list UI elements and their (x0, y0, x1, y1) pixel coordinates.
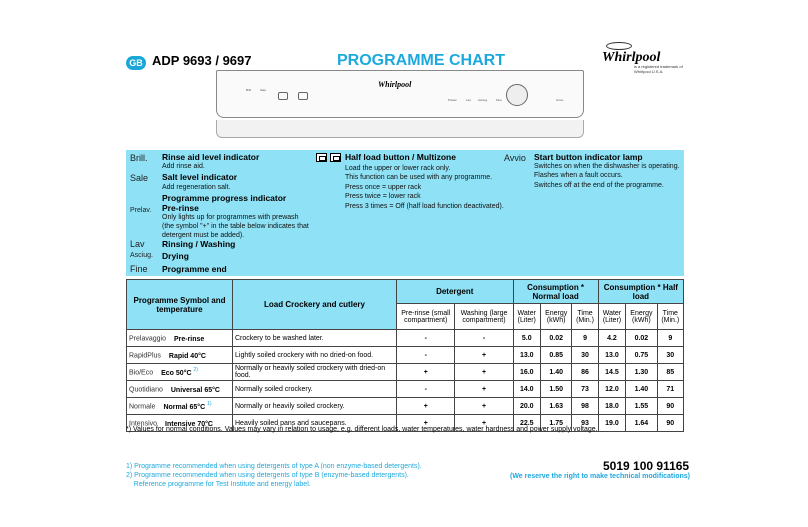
panel-button-icon (298, 92, 308, 100)
subheader-washing: Washing (large compartment) (455, 304, 513, 330)
value-cell: 0.75 (626, 347, 657, 364)
sale-heading: Salt level indicator (162, 172, 238, 182)
value-cell: 1.75 (541, 415, 572, 432)
value-cell: + (455, 398, 513, 415)
half-load-line: Press once = upper rack (345, 184, 422, 191)
value-cell: 93 (572, 415, 598, 432)
table-row (127, 364, 684, 381)
value-cell: 4.2 (598, 330, 626, 347)
prelav-text: Only lights up for programmes with prewash (the symbol "+" in the table below indicates that detergent must be added). (162, 214, 309, 239)
logo-swirl-icon (606, 42, 632, 50)
panel-label: Prelav. (448, 98, 458, 102)
value-cell: 0.85 (541, 347, 572, 364)
fine-heading: Programme end (162, 264, 227, 274)
subheader-water: Water (Liter) (598, 304, 626, 330)
subheader-water: Water (Liter) (513, 304, 541, 330)
reserve-notice: (We reserve the right to make technical modifications) (510, 473, 690, 480)
start-line: Switches on when the dishwasher is operating. (534, 163, 680, 170)
page-title: PROGRAMME CHART (337, 52, 505, 69)
value-cell: 1.40 (626, 381, 657, 398)
load-cell: Normally or heavily soiled crockery with dried-on food. (233, 364, 397, 381)
panel-label: Brill. (246, 88, 252, 92)
value-cell: + (455, 381, 513, 398)
footnote: *) Values for normal conditions. Values may vary in relation to usage, e.g. different loads, water temperatures, water hardness and power supply voltage. (126, 426, 598, 433)
programme-table (126, 279, 684, 432)
value-cell: + (455, 364, 513, 381)
lav-heading: Rinsing / Washing (162, 239, 236, 249)
panel-label: Fine (496, 98, 502, 102)
prelav-symbol: Prelav. (130, 207, 152, 214)
value-cell: 14.0 (513, 381, 541, 398)
header-programme: Programme Symbol and temperature (127, 280, 233, 330)
panel-label: Asciug. (478, 98, 488, 102)
value-cell: + (455, 347, 513, 364)
model-number: ADP 9693 / 9697 (152, 53, 252, 68)
load-cell: Normally soiled crockery. (233, 381, 397, 398)
value-cell: 98 (572, 398, 598, 415)
load-cell: Lightly soiled crockery with no dried-on food. (233, 347, 397, 364)
value-cell: 5.0 (513, 330, 541, 347)
value-cell: 0.02 (626, 330, 657, 347)
value-cell: 12.0 (598, 381, 626, 398)
note-line: 2) Programme recommended when using detergents of type B (enzyme-based detergents). (126, 472, 409, 479)
subheader-prerinse: Pre-rinse (small compartment) (397, 304, 455, 330)
load-cell: Heavily soiled pans and saucepans. (233, 415, 397, 432)
start-heading: Start button indicator lamp (534, 152, 643, 162)
programme-name: Rapid 40°C (168, 352, 206, 360)
country-badge: GB (126, 56, 146, 70)
programme-note: 1) (207, 401, 212, 408)
logo-text: Whirlpool (602, 50, 661, 65)
panel-top (216, 70, 584, 118)
panel-label: Avvio (556, 98, 564, 102)
value-cell: 14.5 (598, 364, 626, 381)
note-line: 1) Programme recommended when using detergents of type A (non enzyme-based detergents). (126, 463, 422, 470)
panel-label: Lav. (466, 98, 472, 102)
value-cell: 73 (572, 381, 598, 398)
value-cell: 1.64 (626, 415, 657, 432)
value-cell: 1.40 (541, 364, 572, 381)
appliance-panel-illustration (216, 70, 584, 140)
panel-button-icon (278, 92, 288, 100)
subheader-time: Time (Min.) (657, 304, 683, 330)
programme-name: Universal 65°C (170, 386, 220, 394)
avvio-symbol: Avvio (504, 153, 526, 163)
sale-symbol: Sale (130, 173, 149, 183)
programme-symbol: Intensivo (129, 420, 158, 428)
value-cell: 30 (572, 347, 598, 364)
value-cell: 18.0 (598, 398, 626, 415)
programme-symbol: Bio/Eco (129, 369, 154, 377)
value-cell: + (455, 415, 513, 432)
panel-door (216, 120, 584, 138)
value-cell: + (397, 415, 455, 432)
table-row (127, 381, 684, 398)
programme-cell (127, 398, 233, 415)
panel-logo: Whirlpool (378, 80, 412, 89)
value-cell: - (455, 330, 513, 347)
programme-name: Pre-rinse (173, 335, 205, 343)
brill-symbol: Brill. (130, 153, 148, 163)
half-load-line: Press twice = lower rack (345, 193, 421, 200)
programme-symbol: Normale (129, 403, 156, 411)
document-code: 5019 100 91165 (603, 459, 690, 473)
table-row (127, 347, 684, 364)
programme-cell (127, 347, 233, 364)
panel-label: Sale (260, 88, 267, 92)
value-cell: 19.0 (598, 415, 626, 432)
value-cell: 20.0 (513, 398, 541, 415)
fine-symbol: Fine (130, 264, 148, 274)
note-line: Reference programme for Test Institute and energy label. (126, 481, 311, 488)
logo-trademark: is a registered trademark of Whirlpool U.S.A. (634, 64, 683, 74)
programme-cell (127, 364, 233, 381)
value-cell: + (397, 364, 455, 381)
subheader-time: Time (Min.) (572, 304, 598, 330)
half-load-line: Load the upper or lower rack only. (345, 165, 451, 172)
programme-symbol: RapidPlus (129, 352, 161, 360)
whirlpool-logo (600, 40, 690, 80)
programme-symbol: Quotidiano (129, 386, 163, 394)
indicator-info-panel (126, 150, 684, 276)
sale-text: Add regeneration salt. (162, 184, 231, 191)
detergent-notes (126, 462, 422, 489)
value-cell: 30 (657, 347, 683, 364)
programme-cell (127, 381, 233, 398)
progress-heading: Programme progress indicator (162, 193, 287, 203)
programme-knob-icon (506, 84, 528, 106)
brill-text: Add rinse aid. (162, 163, 205, 170)
value-cell: 13.0 (598, 347, 626, 364)
subheader-energy: Energy (kWh) (541, 304, 572, 330)
table-row (127, 330, 684, 347)
header-detergent: Detergent (397, 280, 514, 304)
table-row (127, 398, 684, 415)
value-cell: + (397, 398, 455, 415)
half-load-icon (316, 153, 327, 162)
value-cell: 1.55 (626, 398, 657, 415)
header-consumption-normal: Consumption * Normal load (513, 280, 598, 304)
half-load-line: Press 3 times = Off (half load function deactivated). (345, 203, 504, 210)
programme-cell (127, 330, 233, 347)
brill-heading: Rinse aid level indicator (162, 152, 260, 162)
load-cell: Normally or heavily soiled crockery. (233, 398, 397, 415)
header-load: Load Crockery and cutlery (233, 280, 397, 330)
asciug-heading: Drying (162, 251, 189, 261)
value-cell: - (397, 330, 455, 347)
programme-name: Intensive 70°C (165, 420, 213, 428)
programme-name: Normal 65°C (163, 403, 206, 411)
value-cell: 90 (657, 398, 683, 415)
value-cell: 1.30 (626, 364, 657, 381)
value-cell: 9 (572, 330, 598, 347)
half-load-heading: Half load button / Multizone (345, 152, 456, 162)
prelav-heading: Pre-rinse (162, 203, 199, 213)
half-load-icon (330, 153, 341, 162)
value-cell: 85 (657, 364, 683, 381)
value-cell: 22.5 (513, 415, 541, 432)
value-cell: 1.50 (541, 381, 572, 398)
value-cell: 90 (657, 415, 683, 432)
value-cell: 9 (657, 330, 683, 347)
value-cell: 1.63 (541, 398, 572, 415)
value-cell: - (397, 347, 455, 364)
value-cell: - (397, 381, 455, 398)
start-line: Flashes when a fault occurs. (534, 172, 623, 179)
programme-symbol: Prelavaggio (129, 335, 166, 343)
start-line: Switches off at the end of the programme. (534, 182, 664, 189)
value-cell: 13.0 (513, 347, 541, 364)
value-cell: 0.02 (541, 330, 572, 347)
load-cell: Crockery to be washed later. (233, 330, 397, 347)
asciug-symbol: Asciug. (130, 252, 153, 259)
programme-note: 2) (193, 367, 198, 374)
value-cell: 86 (572, 364, 598, 381)
value-cell: 71 (657, 381, 683, 398)
subheader-energy: Energy (kWh) (626, 304, 657, 330)
programme-name: Eco 50°C (161, 369, 192, 377)
half-load-line: This function can be used with any programme. (345, 174, 493, 181)
value-cell: 16.0 (513, 364, 541, 381)
lav-symbol: Lav (130, 239, 145, 249)
header-consumption-half: Consumption * Half load (598, 280, 683, 304)
